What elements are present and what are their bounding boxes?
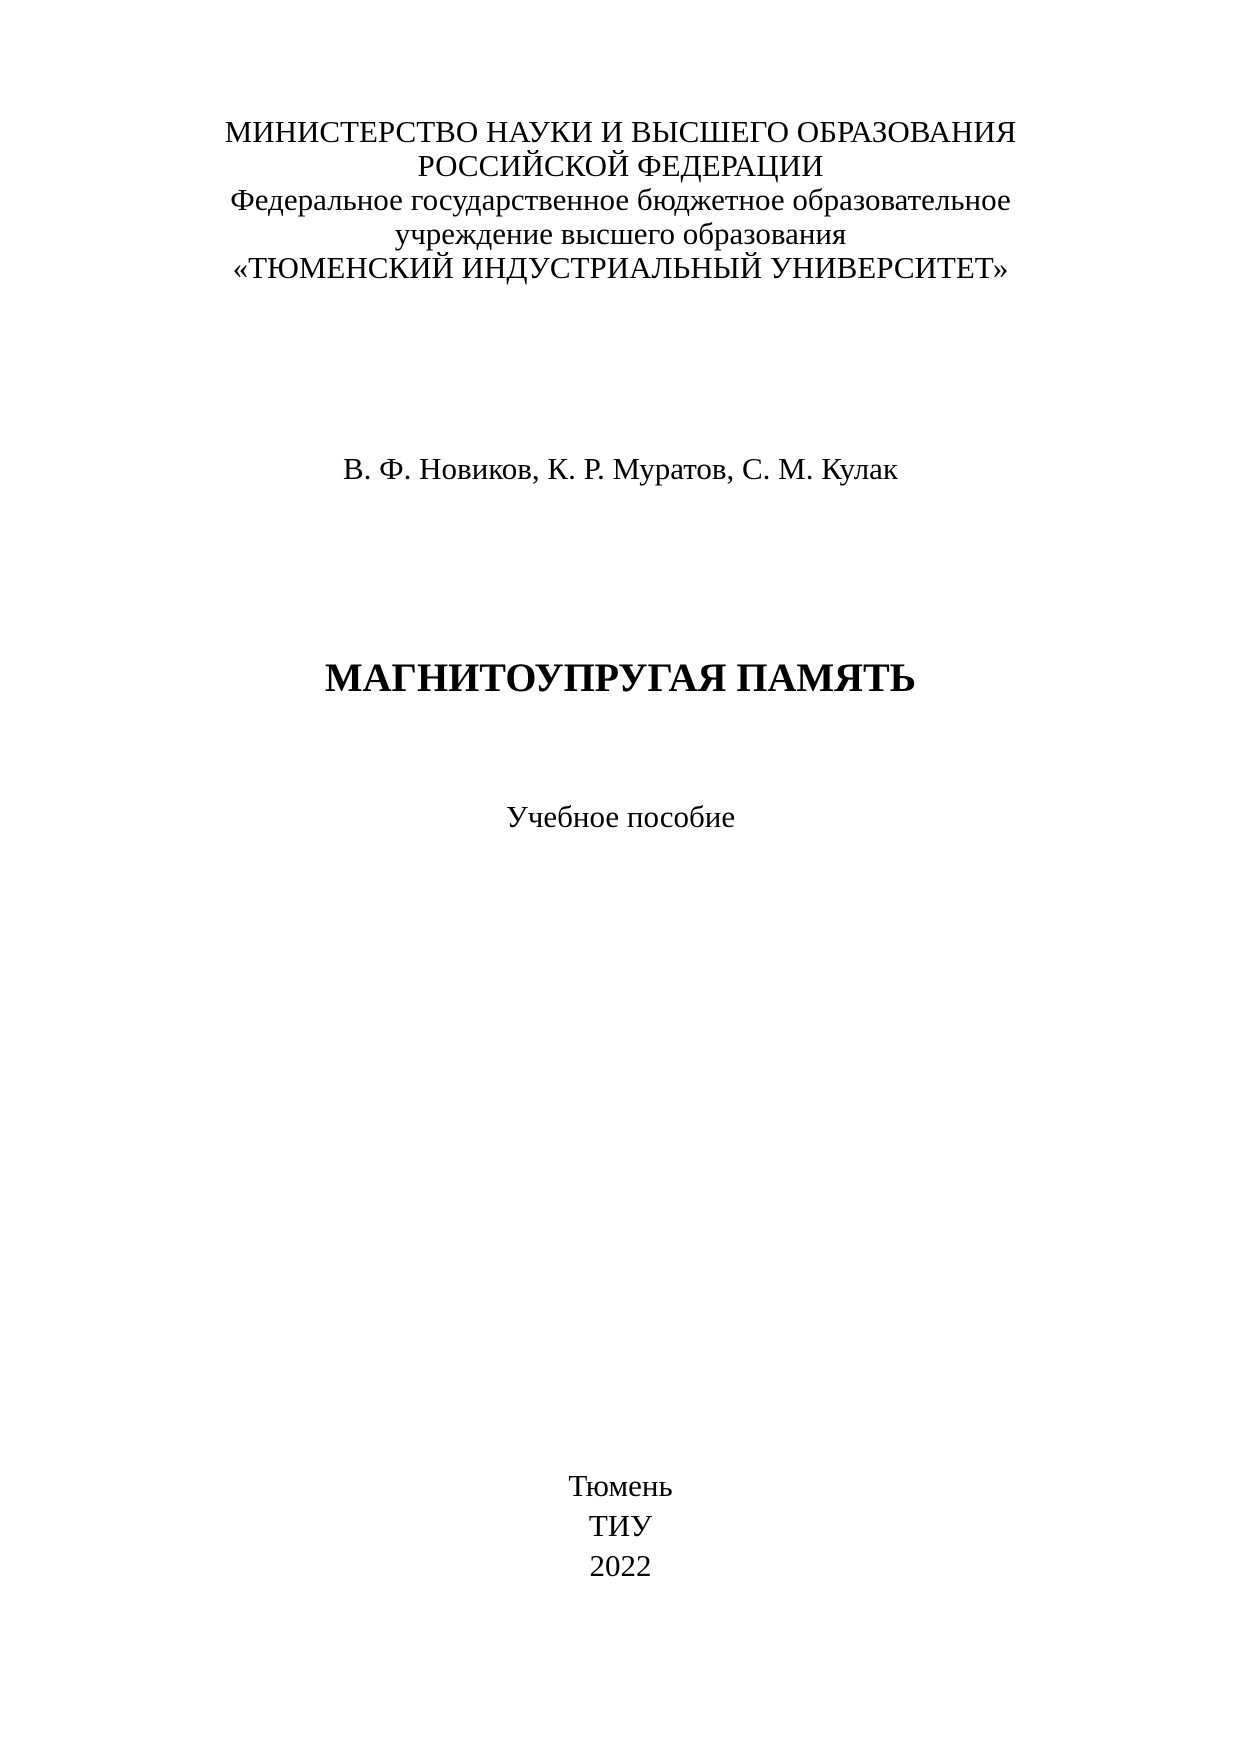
authors: В. Ф. Новиков, К. Р. Муратов, С. М. Кулак	[343, 451, 898, 486]
imprint-year: 2022	[589, 1548, 652, 1583]
institution-type-line-1: Федеральное государственное бюджетное образовательное	[230, 182, 1011, 217]
institution-header	[0, 115, 1241, 285]
imprint	[0, 1466, 1241, 1586]
ministry-line-2: РОССИЙСКОЙ ФЕДЕРАЦИИ	[417, 148, 824, 183]
imprint-city: Тюмень	[568, 1468, 673, 1503]
book-title: МАГНИТОУПРУГАЯ ПАМЯТЬ	[324, 655, 917, 700]
ministry-line-1: МИНИСТЕРСТВО НАУКИ И ВЫСШЕГО ОБРАЗОВАНИЯ	[224, 114, 1017, 149]
institution-type-line-2: учреждение высшего образования	[394, 216, 847, 251]
imprint-publisher: ТИУ	[588, 1508, 653, 1543]
university-name: «ТЮМЕНСКИЙ ИНДУСТРИАЛЬНЫЙ УНИВЕРСИТЕТ»	[232, 250, 1009, 285]
book-type: Учебное пособие	[505, 799, 736, 834]
